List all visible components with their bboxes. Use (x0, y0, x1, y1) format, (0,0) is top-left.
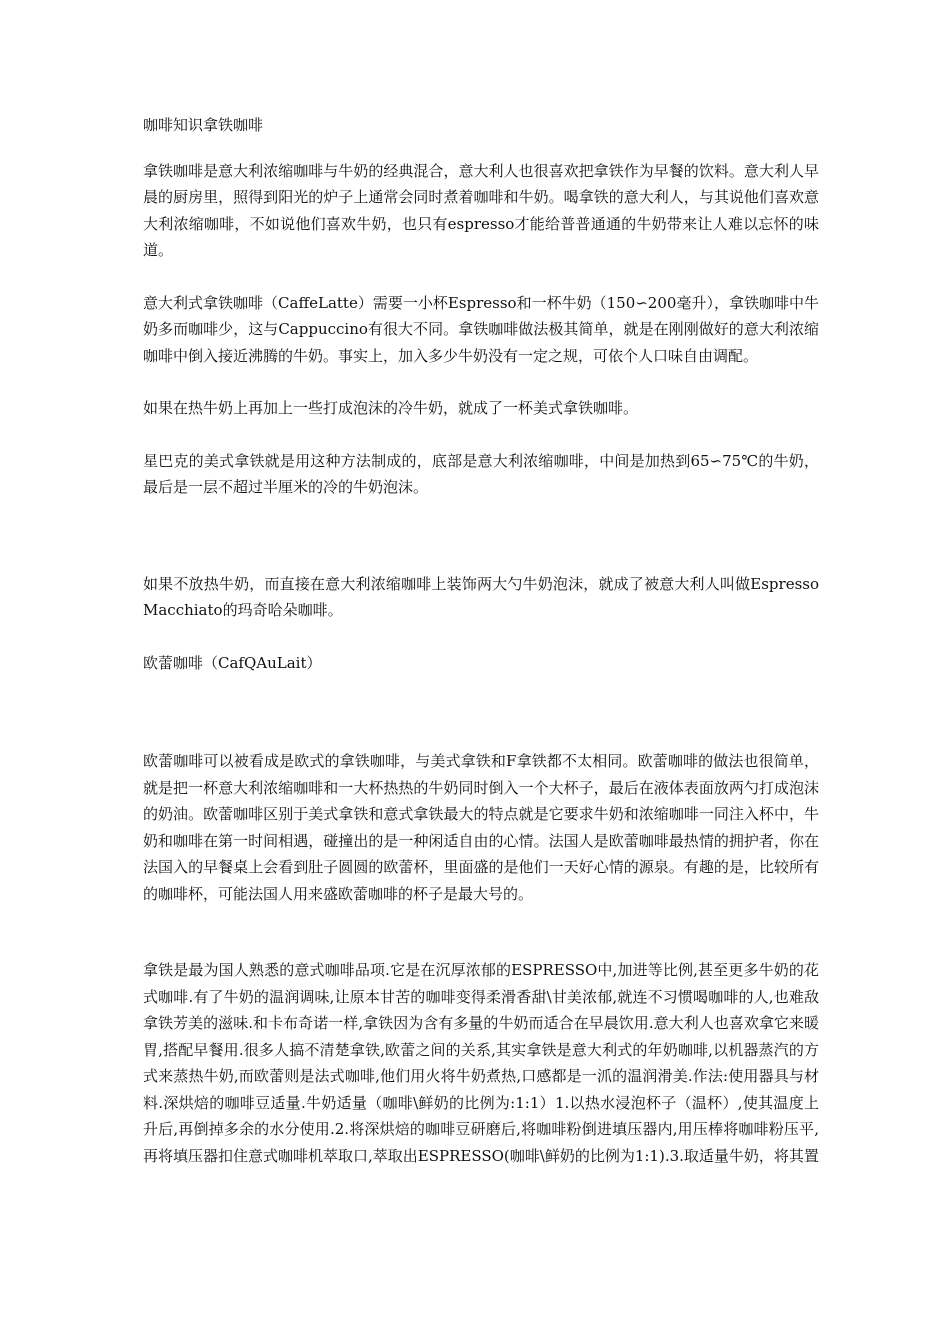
paragraph-latte-intro: 拿铁咖啡是意大利浓缩咖啡与牛奶的经典混合，意大利人也很喜欢把拿铁作为早餐的饮料。意大利人早晨的厨房里，照得到阳光的炉子上通常会同时煮着咖啡和牛奶。喝拿铁的意大利人，与其说他们喜欢意大利浓缩咖啡，不如说他们喜欢牛奶，也只有espresso才能给普普通通的牛奶带来让人难以忘怀的味道。 (143, 161, 819, 259)
paragraph-american-latte: 如果在热牛奶上再加上一些打成泡沫的冷牛奶，就成了一杯美式拿铁咖啡。 (143, 399, 639, 417)
paragraph-starbucks-latte: 星巴克的美式拿铁就是用这种方法制成的，底部是意大利浓缩咖啡，中间是加热到65∽75℃的牛奶，最后是一层不超过半厘米的冷的牛奶泡沫。 (143, 451, 819, 496)
document-body (143, 112, 819, 1169)
paragraph-latte-method: 拿铁是最为国人熟悉的意式咖啡品项.它是在沉厚浓郁的ESPRESSO中,加进等比例,甚至更多牛奶的花式咖啡.有了牛奶的温润调味,让原本甘苦的咖啡变得柔滑香甜\甘美浓郁,就连不习惯喝咖啡的人,也难敌拿铁芳美的滋味.和卡布奇诺一样,拿铁因为含有多量的牛奶而适合在早晨饮用.意大利人也喜欢拿它来暖胃,搭配早餐用.很多人搞不清楚拿铁,欧蕾之间的关系,其实拿铁是意大利式的年奶咖啡,以机器蒸汽的方式来蒸热牛奶,而欧蕾则是法式咖啡,他们用火将牛奶煮热,口感都是一沠的温润滑美.作法:使用器具与材料.深烘焙的咖啡豆适量.牛奶适量（咖啡\鲜奶的比例为:1:1）1.以热水浸泡杯子（温杯）,使其温度上升后,再倒掉多余的水分使用.2.将深烘焙的咖啡豆研磨后,将咖啡粉倒进填压器内,用压棒将咖啡粉压平,再将填压器扣住意式咖啡机萃取口,萃取出ESPRESSO(咖啡\鲜奶的比例为1:1).3.取适量牛奶，将其置 (143, 961, 819, 1165)
document-title: 咖啡知识拿铁咖啡 (143, 116, 264, 134)
paragraph-italian-latte: 意大利式拿铁咖啡（CaffeLatte）需要一小杯Espresso和一杯牛奶（150∽200毫升），拿铁咖啡中牛奶多而咖啡少，这与Cappuccino有很大不同。拿铁咖啡做法极其简单，就是在刚刚做好的意大利浓缩咖啡中倒入接近沸腾的牛奶。事实上，加入多少牛奶没有一定之规，可依个人口味自由调配。 (143, 293, 819, 365)
section-heading-cafe-au-lait: 欧蕾咖啡（CafQAuLait） (143, 653, 322, 672)
paragraph-cafe-au-lait: 欧蕾咖啡可以被看成是欧式的拿铁咖啡，与美式拿铁和F拿铁都不太相同。欧蕾咖啡的做法也很简单，就是把一杯意大利浓缩咖啡和一大杯热热的牛奶同时倒入一个大杯子，最后在液体表面放两勺打成泡沫的奶油。欧蕾咖啡区别于美式拿铁和意式拿铁最大的特点就是它要求牛奶和浓缩咖啡一同注入杯中，牛奶和咖啡在第一时间相遇，碰撞出的是一种闲适自由的心情。法国人是欧蕾咖啡最热情的拥护者，你在法国入的早餐桌上会看到肚子圆圆的欧蕾杯，里面盛的是他们一天好心情的源泉。有趣的是，比较所有的咖啡杯，可能法国人用来盛欧蕾咖啡的杯子是最大号的。 (143, 752, 819, 903)
paragraph-macchiato: 如果不放热牛奶，而直接在意大利浓缩咖啡上装饰两大勺牛奶泡沫，就成了被意大利人叫做EspressoMacchiato的玛奇哈朵咖啡。 (143, 574, 819, 619)
